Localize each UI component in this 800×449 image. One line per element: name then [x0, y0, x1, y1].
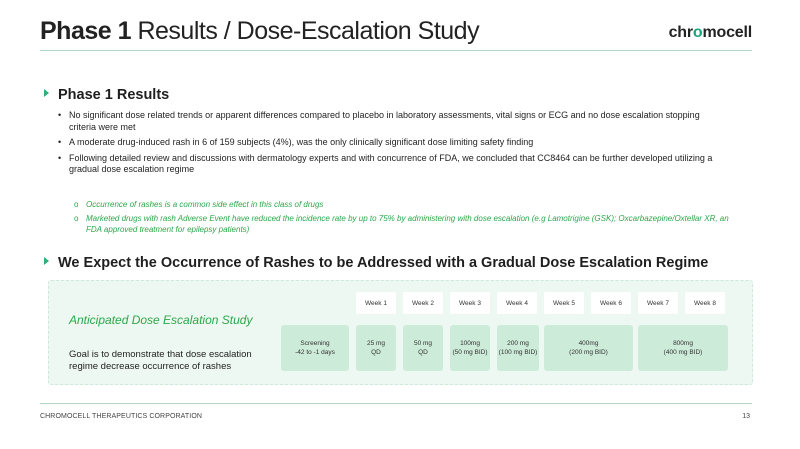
company-logo [669, 24, 752, 42]
dose-box-week2 [403, 325, 443, 371]
caret-right-icon [44, 89, 49, 97]
dose-line1: 800mg [673, 340, 693, 347]
dose-line2: (100 mg BID) [498, 349, 538, 356]
sub-bullet-text: Occurrence of rashes is a common side effect in this class of drugs [86, 200, 324, 209]
page-title [40, 17, 479, 46]
dose-box-week4 [497, 325, 539, 371]
section-heading-text: Phase 1 Results [58, 87, 170, 103]
circle-bullet-icon: o [74, 214, 79, 223]
section-heading-text: We Expect the Occurrence of Rashes to be Addressed with a Gradual Dose Escalation Regime [58, 255, 709, 271]
week-label: Week 8 [685, 292, 725, 314]
dose-box-weeks5-6 [544, 325, 633, 371]
dose-line2: (50 mg BID) [452, 349, 488, 356]
list-item: • A moderate drug-induced rash in 6 of 159 subjects (4%), was the only clinically significant dose limiting safety finding [58, 137, 728, 149]
logo-o: o [692, 24, 703, 41]
caret-right-icon [44, 257, 49, 265]
footer-divider [40, 403, 752, 404]
dose-box-week1 [356, 325, 396, 371]
title-rest: Results / Dose-Escalation Study [137, 17, 480, 45]
dose-line2: QD [418, 349, 428, 356]
header-divider [40, 50, 752, 51]
dose-line1: 25 mg [366, 340, 386, 347]
dose-line2: (400 mg BID) [663, 349, 703, 356]
circle-bullet-icon: o [74, 200, 79, 209]
dose-box-screening [281, 325, 349, 371]
page-number: 13 [742, 413, 750, 420]
dose-line1: 400mg [578, 340, 599, 347]
week-label: Week 1 [356, 292, 396, 314]
section-heading-escalation [44, 255, 708, 271]
rash-sub-bullet-list [74, 199, 734, 238]
week-label: Week 2 [403, 292, 443, 314]
sub-bullet-text: Marketed drugs with rash Adverse Event have reduced the incidence rate by up to 75% by administering with dose escalation (e.g Lamotrigine (GSK); Oxcarbazepine/Oxtellar XR, an FDA approved treatment for epilepsy patients) [86, 214, 729, 234]
title-bold: Phase 1 [40, 17, 132, 45]
results-bullet-list [58, 110, 728, 180]
dose-box-weeks7-8 [638, 325, 728, 371]
dose-line2: -42 to -1 days [295, 349, 335, 356]
dose-line2: (200 mg BID) [569, 349, 608, 356]
week-label: Week 6 [591, 292, 631, 314]
footer-company: CHROMOCELL THERAPEUTICS CORPORATION [40, 413, 203, 420]
logo-part: chr [668, 24, 693, 41]
dose-line1: 50 mg [413, 340, 433, 347]
week-label: Week 3 [450, 292, 490, 314]
panel-title: Anticipated Dose Escalation Study [69, 313, 253, 327]
list-item: • Following detailed review and discussions with dermatology experts and with concurrence of FDA, we concluded that CC8464 can be further developed utilizing a gradual dose escalation regime [58, 153, 728, 176]
week-label: Week 7 [638, 292, 678, 314]
section-heading-results [44, 87, 169, 103]
dose-line2: QD [371, 349, 381, 356]
logo-part: mocell [702, 24, 752, 41]
dose-line1: Screening [300, 340, 330, 347]
panel-description: Goal is to demonstrate that dose escalation regime decrease occurrence of rashes [69, 349, 252, 372]
list-item: • No significant dose related trends or apparent differences compared to placebo in laboratory assessments, vital signs or ECG and no dose escalation stopping criteria were met [58, 110, 728, 133]
list-item [74, 199, 734, 210]
list-item [74, 213, 734, 235]
week-label: Week 5 [544, 292, 584, 314]
dose-line1: 100mg [460, 340, 480, 347]
dose-box-week3 [450, 325, 490, 371]
dose-line1: 200 mg [507, 340, 529, 347]
week-label: Week 4 [497, 292, 537, 314]
